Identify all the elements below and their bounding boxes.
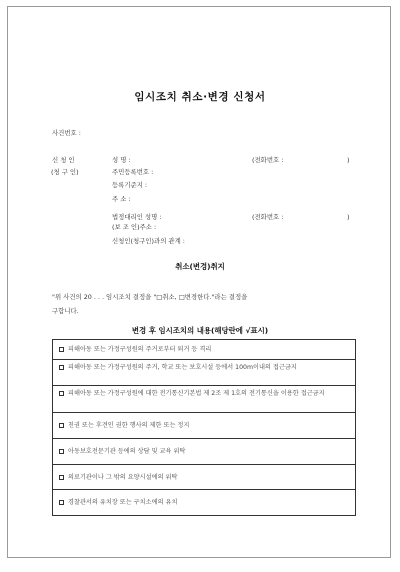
representative-name-label: 법정대리인 성명 :: [112, 213, 162, 221]
representative-address-label: (보 조 인)주소 :: [112, 223, 157, 231]
option-checkbox[interactable]: [59, 500, 64, 505]
page-title: 임시조치 취소·변경 신청서: [134, 91, 266, 103]
option-row[interactable]: [53, 465, 355, 490]
option-checkbox[interactable]: [59, 391, 64, 396]
representative-phone-label: (전화번호 :: [252, 213, 284, 221]
options-table: [52, 339, 356, 516]
option-checkbox[interactable]: [59, 347, 64, 352]
phone-field-close: ): [347, 156, 350, 164]
purpose-heading: 취소(변경)취지: [175, 262, 225, 271]
option-text: 피해아동 또는 가정구성원의 주거, 학교 또는 보호시설 등에서 100m이내의 접근금지: [68, 364, 297, 371]
option-row[interactable]: [53, 413, 355, 439]
option-checkbox[interactable]: [59, 423, 64, 428]
option-text: 피해아동 또는 가정구성원에 대한 전기통신기본법 제 2조 제 1호의 전기통신을 이용한 접근금지: [68, 390, 325, 397]
option-text: 의료기관이나 그 밖의 요양시설에의 위탁: [68, 474, 178, 481]
option-text: 경찰관서의 유치장 또는 구치소에의 유치: [68, 499, 178, 506]
address-field-label: 주 소 :: [112, 195, 131, 203]
name-field-label: 성 명 :: [112, 156, 131, 164]
phone-field-label: (전화번호 :: [252, 156, 284, 164]
option-row[interactable]: [53, 360, 355, 386]
relation-field-label: 신청인(청구인)과의 관계 :: [112, 237, 185, 245]
change-heading: 변경 후 임시조치의 내용(해당란에 √표시): [131, 326, 269, 335]
option-row[interactable]: [53, 340, 355, 360]
option-row[interactable]: [53, 386, 355, 413]
rrn-field-label: 주민등록번호 :: [112, 168, 154, 176]
purpose-line-2: 구합니다.: [52, 307, 79, 315]
document-page: [7, 6, 391, 558]
registration-field-label: 등록기준지 :: [112, 181, 148, 189]
case-number-label: 사건번호 :: [52, 129, 81, 137]
option-row[interactable]: [53, 439, 355, 465]
representative-phone-close: ): [347, 213, 350, 221]
applicant-label: 신 청 인: [52, 156, 75, 164]
option-checkbox[interactable]: [59, 475, 64, 480]
option-text: 아동보호전문기관 등에의 상담 및 교육 위탁: [68, 448, 186, 455]
claimant-label: (청 구 인): [51, 168, 79, 176]
option-checkbox[interactable]: [59, 365, 64, 370]
option-checkbox[interactable]: [59, 449, 64, 454]
option-row[interactable]: [53, 490, 355, 515]
option-text: 피해아동 또는 가정구성원의 주거로부터 퇴거 등 격리: [68, 346, 212, 353]
option-text: 친권 또는 후견인 권한 행사의 제한 또는 정지: [68, 422, 190, 429]
purpose-line-1: "위 사건의 20 . . . 임시조치 결정을 "□취소, □변경한다."라는 결정을: [52, 293, 248, 301]
